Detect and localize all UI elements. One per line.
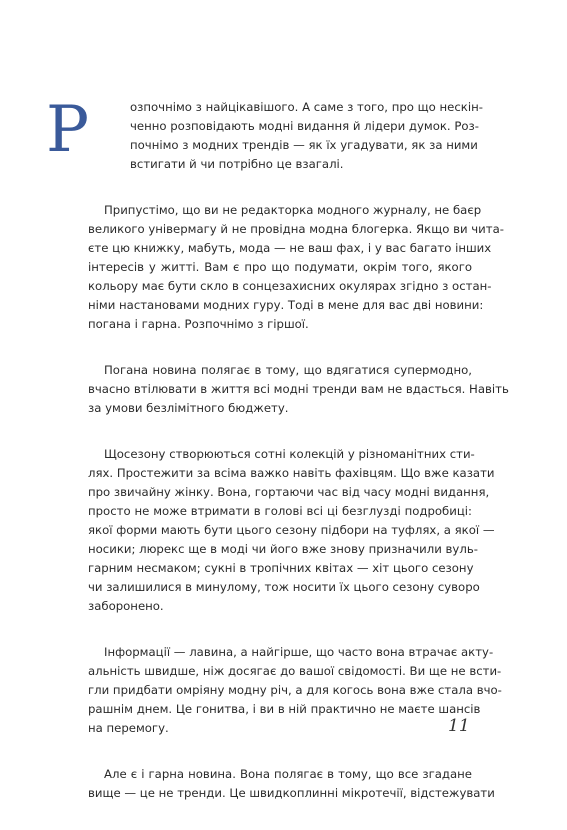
paragraph-2 <box>88 201 504 334</box>
paragraph-1 <box>46 93 483 174</box>
text-line: вчасно втілювати в життя всі модні тренди вам не вдасться. Навіть <box>88 382 509 396</box>
paragraph-4 <box>88 445 495 616</box>
text-line: на перемогу. <box>88 721 169 735</box>
text-line: за умови безлімітного бюджету. <box>88 401 289 415</box>
text-line: рашнім днем. Це гонитва, і ви в ній практично не маєте шансів <box>88 702 481 716</box>
text-line: Погана новина полягає в тому, що вдягатися супермодно, <box>104 363 472 377</box>
text-line: гарним несмаком; сукні в тропічних квітах — хіт цього сезону <box>88 561 474 575</box>
text-line: почнімо з модних трендів — як їх угадувати, як за ними <box>130 138 478 152</box>
text-line: єте цю книжку, мабуть, мода — не ваш фах, і у вас багато інших <box>88 241 492 255</box>
text-line: чи залишилися в минулому, тож носити їх цього сезону суворо <box>88 580 480 594</box>
text-line: про звичайну жінку. Вона, гортаючи час від часу модні видання, <box>88 485 490 499</box>
paragraph-3 <box>88 361 509 418</box>
text-line: альність швидше, ніж досягає до вашої свідомості. Ви ще не всти- <box>88 664 502 678</box>
text-line: вище — це не тренди. Це швидкоплинні мікротечії, відстежувати <box>88 786 495 800</box>
text-line: Але є і гарна новина. Вона полягає в тому, що все згадане <box>104 767 472 781</box>
text-line: встигати й чи потрібно це взагалі. <box>130 157 344 171</box>
text-line: Щосезону створюються сотні колекцій у різноманітних сти- <box>104 447 475 461</box>
text-line: якої форми мають бути цього сезону підбори на туфлях, а якої — <box>88 523 495 537</box>
text-line: Припустімо, що ви не редакторка модного журналу, не баєр <box>104 203 482 217</box>
drop-cap: Р <box>46 93 90 167</box>
text-line: інтересів у житті. Вам є про що подумати, окрім того, якого <box>88 260 472 274</box>
text-line: заборонено. <box>88 599 164 613</box>
page-number: 11 <box>448 716 470 736</box>
text-line: німи настановами модних гуру. Тоді в мене для вас дві новини: <box>88 298 484 312</box>
paragraph-6 <box>88 765 495 803</box>
body-text <box>46 93 509 830</box>
text-line: кольору має бути скло в сонцезахисних окулярах згідно з остан- <box>88 279 492 293</box>
text-line: ченно розповідають модні видання й лідери думок. Роз- <box>130 119 479 133</box>
paragraph-5 <box>88 643 502 738</box>
text-line: просто не може втримати в голові всі ці безглузді подробиці: <box>88 504 472 518</box>
text-line: гли придбати омріяну модну річ, а для когось вона вже стала вчо- <box>88 683 502 697</box>
text-line: носики; люрекс ще в моді чи його вже знову призначили вуль- <box>88 542 478 556</box>
text-line: лях. Простежити за всіма важко навіть фахівцям. Що вже казати <box>88 466 495 480</box>
text-line: озпочнімо з найцікавішого. А саме з того, про що нескін- <box>130 100 483 114</box>
text-line: Інформації — лавина, а найгірше, що часто вона втрачає акту- <box>104 645 494 659</box>
text-line: великого універмагу й не провідна модна блогерка. Якщо ви чита- <box>88 222 504 236</box>
text-line: погана і гарна. Розпочнімо з гіршої. <box>88 317 309 331</box>
